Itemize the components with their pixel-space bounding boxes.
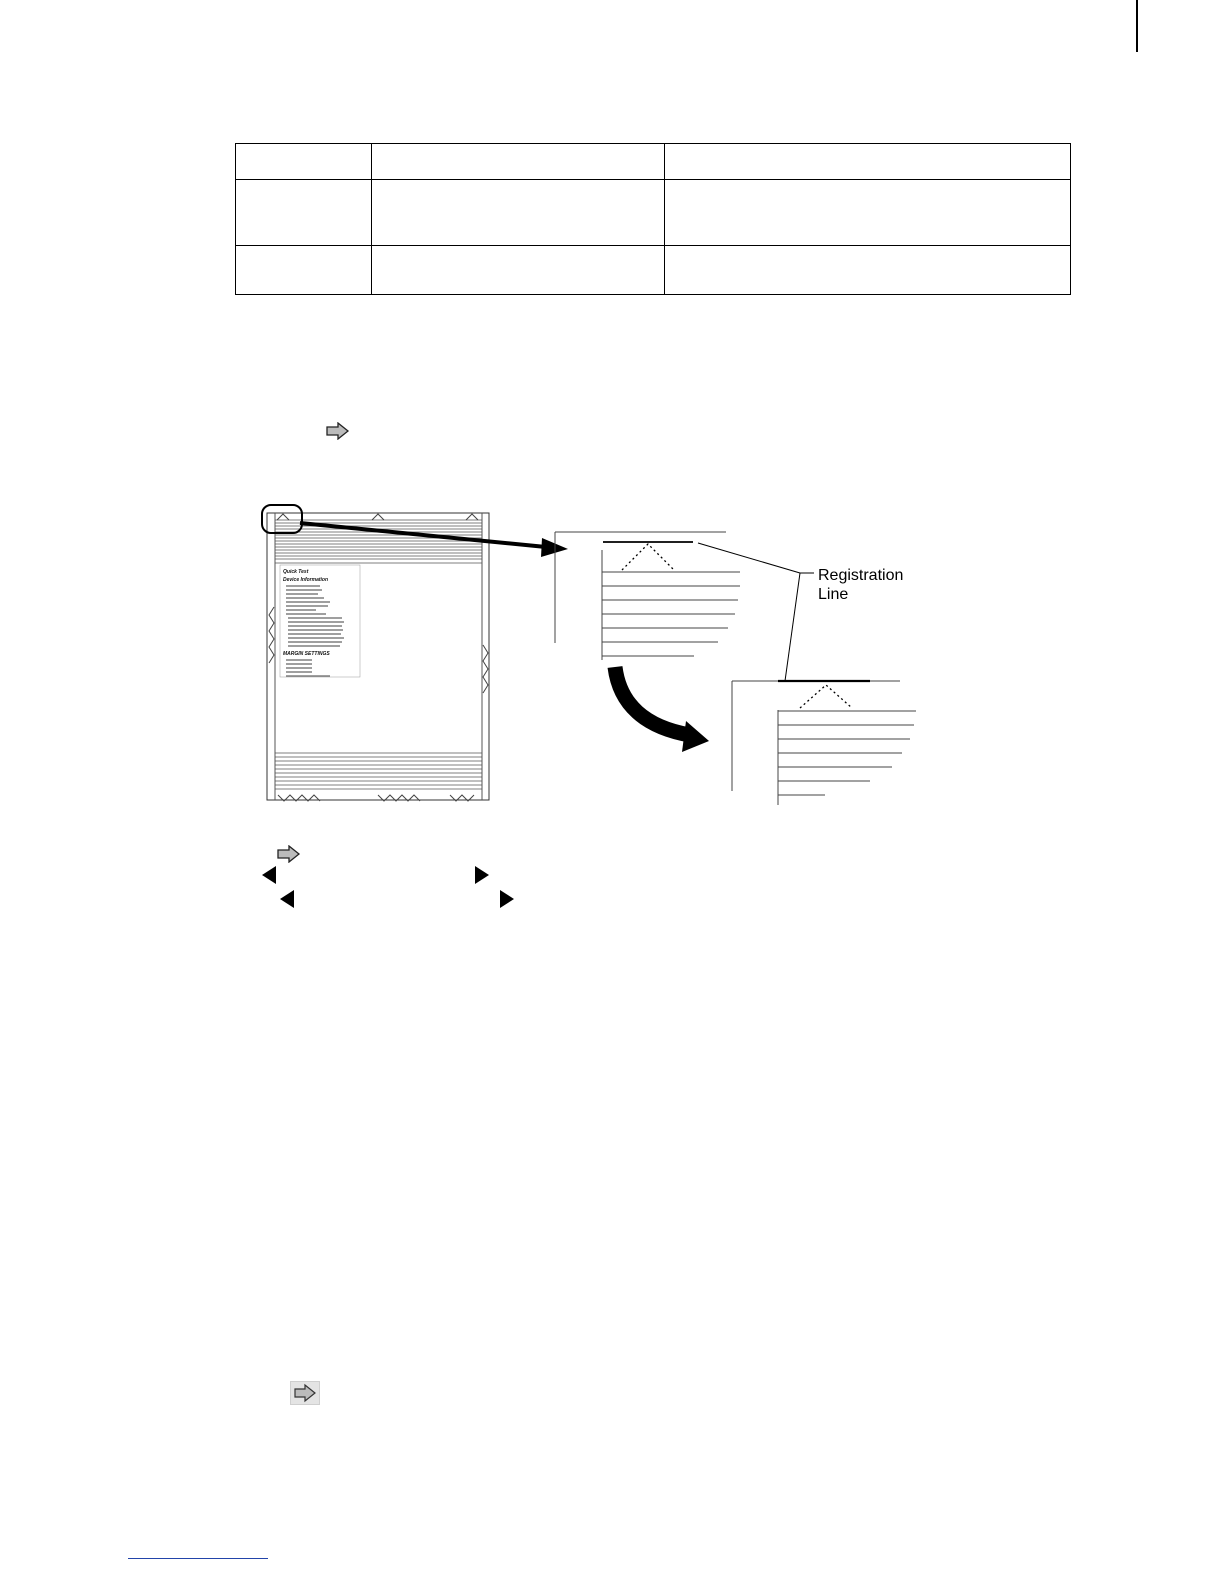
table-cell <box>236 144 372 180</box>
registration-label-line1: Registration <box>818 567 904 584</box>
table-cell <box>372 246 665 295</box>
right-arrow-icon <box>290 1381 320 1405</box>
right-arrow-icon <box>326 422 350 440</box>
registration-figure <box>250 495 950 815</box>
registration-label-line2: Line <box>818 586 849 603</box>
triangle-right-icon <box>500 890 514 908</box>
zoom-panel-before <box>555 532 740 660</box>
table-row <box>236 180 1071 246</box>
triangle-right-icon <box>475 866 489 884</box>
info-table <box>235 143 1071 295</box>
footer-link-rule[interactable] <box>128 1558 268 1559</box>
zoom-panel-after <box>732 681 916 805</box>
test-page-section-margins: MARGIN SETTINGS <box>283 651 330 657</box>
table-row <box>236 144 1071 180</box>
table-cell <box>665 246 1071 295</box>
test-page-title: Quick Test <box>283 569 309 575</box>
triangle-left-icon <box>262 866 276 884</box>
table-cell <box>236 246 372 295</box>
test-page-thumbnail <box>267 513 489 801</box>
triangle-left-icon <box>280 890 294 908</box>
table-cell <box>665 180 1071 246</box>
header-vertical-rule <box>1136 0 1138 52</box>
table-cell <box>665 144 1071 180</box>
test-page-section-device: Device Information <box>283 577 329 583</box>
table-row <box>236 246 1071 295</box>
table-cell <box>372 144 665 180</box>
table-cell <box>372 180 665 246</box>
table-cell <box>236 180 372 246</box>
right-arrow-icon <box>277 845 301 863</box>
